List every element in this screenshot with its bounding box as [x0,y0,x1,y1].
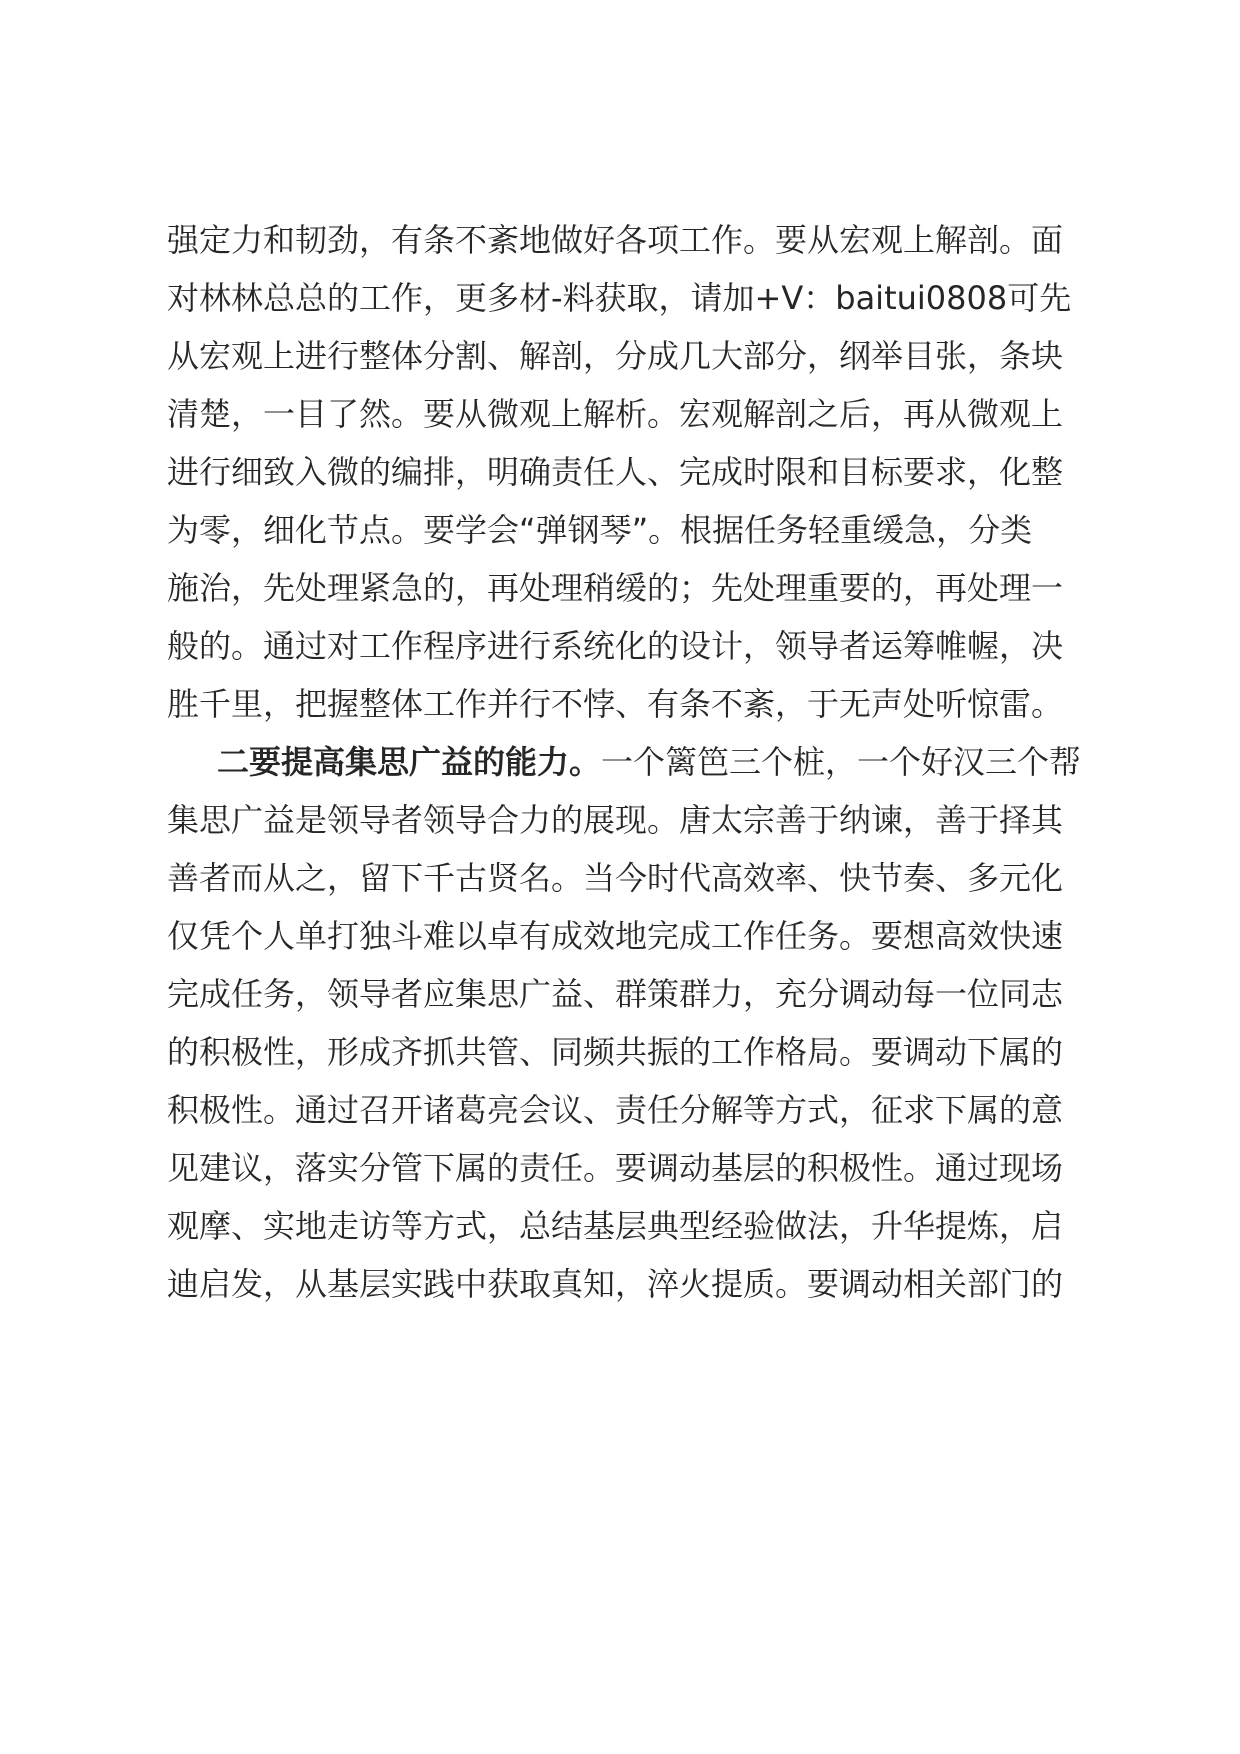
paragraph-line: 完成任务，领导者应集思广益、群策群力，充分调动每一位同志 [167,975,1064,1013]
paragraph-line: 积极性。通过召开诸葛亮会议、责任分解等方式，征求下属的意 [167,1091,1064,1129]
paragraph-line: 对林林总总的工作，更多材-料获取，请加+V：baitui0808可先 [167,279,1072,317]
paragraph-line: 见建议，落实分管下属的责任。要调动基层的积极性。通过现场 [167,1149,1064,1187]
paragraph-line: 善者而从之，留下千古贤名。当今时代高效率、快节奏、多元化 [167,859,1064,897]
paragraph-line: 从宏观上进行整体分割、解剖，分成几大部分，纲举目张，条块 [167,337,1064,375]
paragraph-line: 的积极性，形成齐抓共管、同频共振的工作格局。要调动下属的 [167,1033,1064,1071]
paragraph-line: 仅凭个人单打独斗难以卓有成效地完成工作任务。要想高效快速 [167,917,1064,955]
paragraph-line: 施治，先处理紧急的，再处理稍缓的；先处理重要的，再处理一 [167,569,1064,607]
paragraph-line: 强定力和韧劲，有条不紊地做好各项工作。要从宏观上解剖。面 [167,221,1064,259]
paragraph-line: 观摩、实地走访等方式，总结基层典型经验做法，升华提炼，启 [167,1207,1064,1245]
paragraph-line: 进行细致入微的编排，明确责任人、完成时限和目标要求，化整 [167,453,1064,491]
section-heading-rest: 一个篱笆三个桩，一个好汉三个帮 [601,743,1082,781]
paragraph-line: 般的。通过对工作程序进行系统化的设计，领导者运筹帷幄，决 [167,627,1064,665]
paragraph-line: 集思广益是领导者领导合力的展现。唐太宗善于纳谏，善于择其 [167,801,1064,839]
paragraph-line: 为零，细化节点。要学会“弹钢琴”。根据任务轻重缓急，分类 [167,511,1033,549]
section-heading: 二要提高集思广益的能力。 [217,743,602,781]
paragraph-line: 胜千里，把握整体工作并行不悖、有条不紊，于无声处听惊雷。 [167,685,1064,723]
paragraph-line: 迪启发，从基层实践中获取真知，淬火提质。要调动相关部门的 [167,1265,1064,1303]
section-heading-line [217,742,1081,782]
paragraph-line: 清楚，一目了然。要从微观上解析。宏观解剖之后，再从微观上 [167,395,1064,433]
